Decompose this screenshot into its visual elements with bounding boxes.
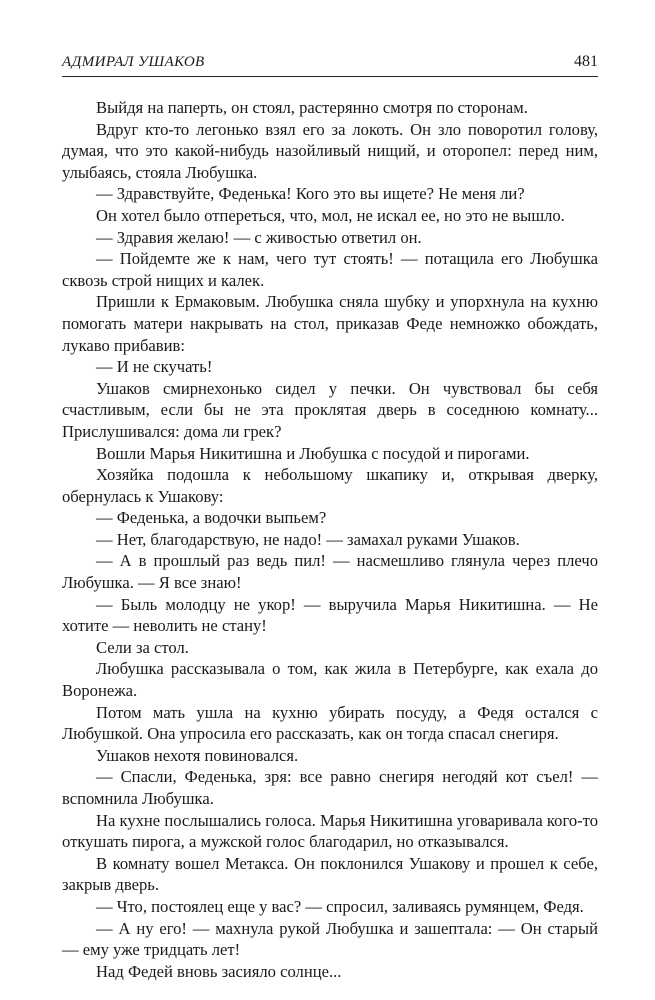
paragraph: Ушаков смирнехонько сидел у печки. Он чувствовал бы себя счастливым, если бы не эта проклятая дверь в соседнюю комнату... Прислушивался: дома ли грек?: [62, 378, 598, 441]
book-page: [62, 50, 598, 990]
paragraph: Над Федей вновь засияло солнце...: [96, 961, 342, 981]
paragraph: — Что, постоялец еще у вас? — спросил, заливаясь румянцем, Федя.: [96, 896, 584, 916]
body-text: [62, 97, 598, 982]
paragraph: — Здравствуйте, Феденька! Кого это вы ищете? Не меня ли?: [96, 184, 525, 204]
running-title: АДМИРАЛ УШАКОВ: [62, 54, 205, 70]
paragraph: Вдруг кто-то легонько взял его за локоть. Он зло поворотил голову, думая, что это какой-нибудь назойливый нищий, и оторопел: перед ним, улыбаясь, стояла Любушка.: [62, 119, 598, 182]
paragraph: В комнату вошел Метакса. Он поклонился Ушакову и прошел к себе, закрыв дверь.: [62, 853, 598, 895]
paragraph: — А ну его! — махнула рукой Любушка и зашептала: — Он старый — ему уже тридцать лет!: [62, 918, 598, 960]
page-number: 481: [574, 53, 598, 70]
paragraph: Ушаков нехотя повиновался.: [96, 745, 299, 765]
paragraph: — Здравия желаю! — с живостью ответил он.: [96, 227, 422, 247]
page-header: [62, 50, 598, 77]
paragraph: Он хотел было отпереться, что, мол, не искал ее, но это не вышло.: [96, 205, 565, 225]
paragraph: — Нет, благодарствую, не надо! — замахал руками Ушаков.: [96, 529, 520, 549]
paragraph: Любушка рассказывала о том, как жила в Петербурге, как ехала до Воронежа.: [62, 659, 598, 701]
paragraph: Хозяйка подошла к небольшому шкапику и, открывая дверку, обернулась к Ушакову:: [62, 465, 598, 506]
paragraph: — А в прошлый раз ведь пил! — насмешливо глянула через плечо Любушка. — Я все знаю!: [62, 551, 598, 593]
paragraph: Вошли Марья Никитишна и Любушка с посудой и пирогами.: [96, 443, 530, 463]
paragraph: Пришли к Ермаковым. Любушка сняла шубку и упорхнула на кухню помогать матери накрывать на стол, приказав Феде немножко обождать, лукаво прибавив:: [62, 292, 598, 355]
paragraph: — Спасли, Феденька, зря: все равно снегиря негодяй кот съел! — вспомнила Любушка.: [62, 767, 598, 808]
paragraph: — Пойдемте же к нам, чего тут стоять! — потащила его Любушка сквозь строй нищих и калек.: [62, 249, 598, 290]
paragraph: — Феденька, а водочки выпьем?: [96, 508, 327, 528]
paragraph: Потом мать ушла на кухню убирать посуду, а Федя остался с Любушкой. Она упросила его рассказать, как он тогда спасал снегиря.: [62, 702, 598, 744]
paragraph: — И не скучать!: [96, 357, 213, 377]
paragraph: На кухне послышались голоса. Марья Никитишна уговаривала кого-то откушать пирога, а мужской голос благодарил, но отказывался.: [62, 810, 598, 852]
paragraph: Выйдя на паперть, он стоял, растерянно смотря по сторонам.: [96, 98, 528, 117]
paragraph: Сели за стол.: [96, 637, 189, 657]
paragraph: — Быль молодцу не укор! — выручила Марья Никитишна. — Не хотите — неволить не стану!: [62, 594, 598, 636]
